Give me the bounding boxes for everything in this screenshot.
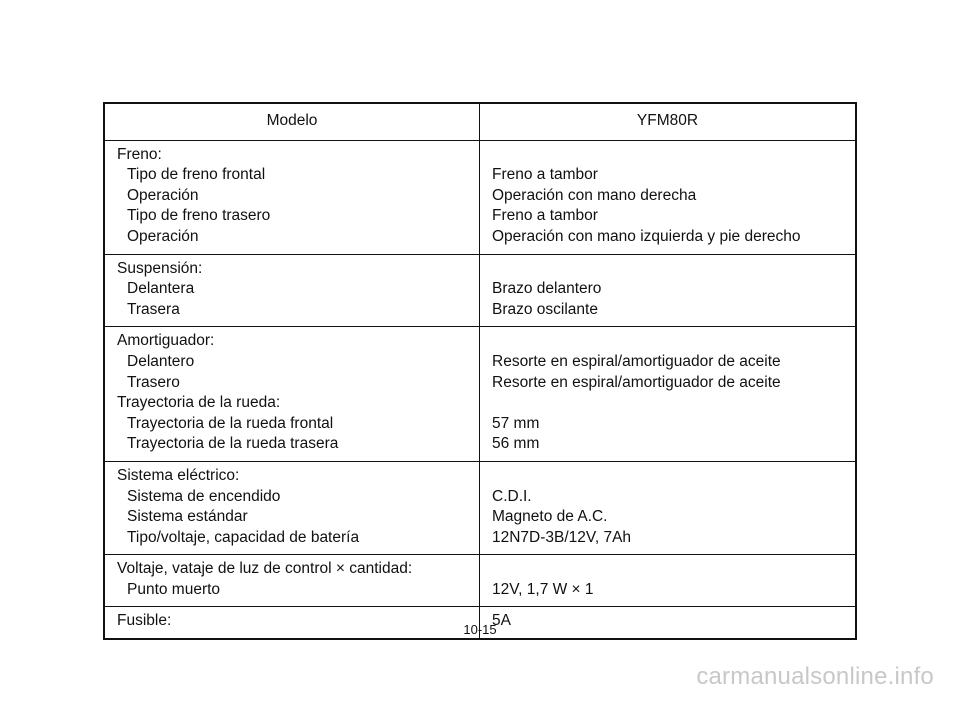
section-row-suspension xyxy=(105,254,855,327)
item-label: Operación xyxy=(127,227,199,245)
section-subtitle: Trayectoria de la rueda: xyxy=(117,394,281,412)
header-model-value: YFM80R xyxy=(636,112,699,129)
item-label: Operación xyxy=(127,186,199,204)
item-value: Resorte en espiral/amortiguador de aceite xyxy=(492,352,781,370)
item-value: 5A xyxy=(492,612,511,630)
spacer-line xyxy=(492,559,843,580)
item-value: 56 mm xyxy=(492,435,540,453)
item-label: Trasero xyxy=(127,373,180,391)
section-labels xyxy=(105,555,480,606)
item-value: Brazo delantero xyxy=(492,280,602,298)
item-label: Delantero xyxy=(127,352,195,370)
item-label: Sistema estándar xyxy=(127,508,248,526)
item-label: Tipo de freno frontal xyxy=(127,166,266,184)
section-labels xyxy=(105,141,480,254)
spacer-line xyxy=(492,393,843,414)
item-value: 12V, 1,7 W × 1 xyxy=(492,580,594,598)
item-value: Freno a tambor xyxy=(492,166,598,184)
spec-table xyxy=(103,102,857,640)
watermark: carmanualsonline.info xyxy=(696,663,934,690)
item-label: Punto muerto xyxy=(127,580,221,598)
item-label: Trayectoria de la rueda frontal xyxy=(127,414,334,432)
item-value: 57 mm xyxy=(492,414,540,432)
item-label: Delantera xyxy=(127,280,195,298)
section-values xyxy=(480,555,855,606)
section-title: Voltaje, vataje de luz de control × cantidad: xyxy=(117,560,413,578)
section-row-shock-absorber xyxy=(105,326,855,461)
item-value: Operación con mano derecha xyxy=(492,186,697,204)
section-labels xyxy=(105,255,480,327)
header-model-label: Modelo xyxy=(105,104,480,140)
section-values xyxy=(480,327,855,461)
item-value: Brazo oscilante xyxy=(492,300,598,318)
section-values xyxy=(480,462,855,554)
item-value: Resorte en espiral/amortiguador de aceite xyxy=(492,373,781,391)
section-row-brakes xyxy=(105,140,855,254)
spacer-line xyxy=(492,259,843,280)
item-value: 12N7D-3B/12V, 7Ah xyxy=(492,528,632,546)
section-values xyxy=(480,255,855,327)
section-values xyxy=(480,141,855,254)
item-value: C.D.I. xyxy=(492,487,532,505)
page-number: 10-15 xyxy=(463,622,497,637)
item-label: Trasera xyxy=(127,300,180,318)
item-value: Operación con mano izquierda y pie derecho xyxy=(492,227,801,245)
item-value: Freno a tambor xyxy=(492,207,598,225)
spacer-line xyxy=(492,331,843,352)
section-labels xyxy=(105,462,480,554)
spacer-line xyxy=(492,466,843,487)
section-row-electrical xyxy=(105,461,855,554)
section-title: Sistema eléctrico: xyxy=(117,466,240,484)
item-label: Sistema de encendido xyxy=(127,487,281,505)
section-title: Freno: xyxy=(117,145,162,163)
section-title: Amortiguador: xyxy=(117,332,215,350)
item-label: Tipo/voltaje, capacidad de batería xyxy=(127,528,360,546)
item-value: Magneto de A.C. xyxy=(492,508,608,526)
item-label: Trayectoria de la rueda trasera xyxy=(127,435,339,453)
table-header-row xyxy=(105,104,855,140)
section-row-indicator-light xyxy=(105,554,855,606)
section-title: Suspensión: xyxy=(117,259,203,277)
item-label: Tipo de freno trasero xyxy=(127,207,271,225)
section-labels xyxy=(105,327,480,461)
spacer-line xyxy=(492,145,843,166)
section-title: Fusible: xyxy=(117,612,172,630)
